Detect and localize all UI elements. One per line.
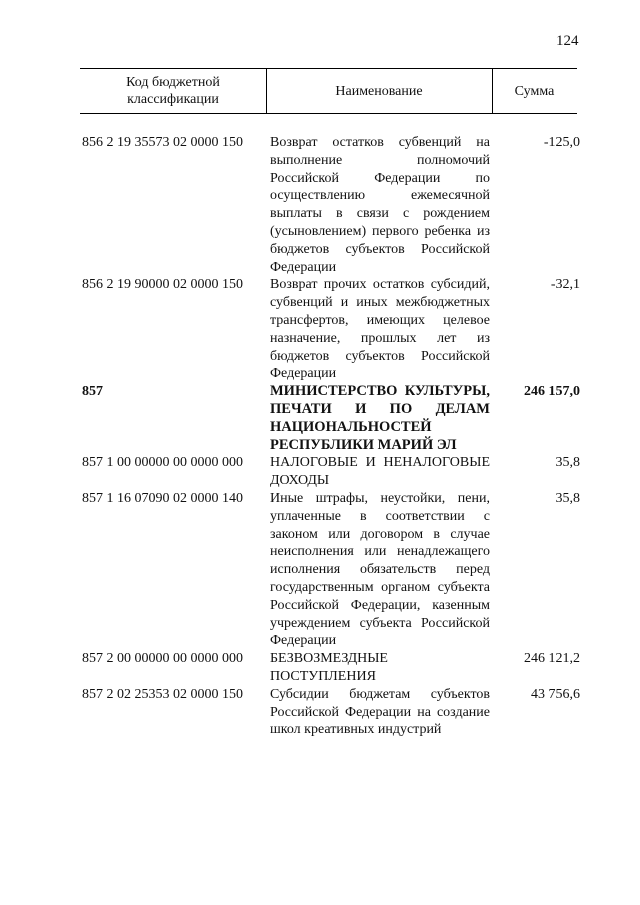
row-sum: -32,1 <box>550 277 580 293</box>
table-row <box>82 454 580 490</box>
header-name: Наименование <box>266 69 493 113</box>
table-row <box>82 383 580 454</box>
row-code: 856 2 19 35573 02 0000 150 <box>82 135 243 150</box>
row-name: Возврат прочих остатков субсидий, субвенций и иных межбюджетных трансфертов, имеющих целевое назначение, прошлых лет из бюджетов субъектов Российской Федерации <box>270 277 490 382</box>
row-code: 857 1 00 00000 00 0000 000 <box>82 455 243 471</box>
table-row <box>82 490 580 650</box>
header-code: Код бюджетной классификации <box>80 69 267 113</box>
budget-table <box>82 134 580 739</box>
row-sum: 43 756,6 <box>531 686 580 702</box>
row-name: Иные штрафы, неустойки, пени, уплаченные в соответствии с законом или договором в случае неисполнения или ненадлежащего исполнения обязательств перед государственным органом субъекта Российской Федерации, казенным учреждением субъекта Российской Федерации <box>270 490 490 649</box>
row-sum: 35,8 <box>555 455 580 471</box>
row-name: Субсидии бюджетам субъектов Российской Федерации на создание школ креативных индустрий <box>270 686 490 738</box>
row-code: 857 2 02 25353 02 0000 150 <box>82 686 243 702</box>
row-sum: -125,0 <box>543 135 580 150</box>
table-row <box>82 650 580 686</box>
row-code: 856 2 19 90000 02 0000 150 <box>82 277 243 293</box>
row-code: 857 1 16 07090 02 0000 140 <box>82 490 243 506</box>
row-sum: 246 157,0 <box>524 384 580 400</box>
row-code: 857 2 00 00000 00 0000 000 <box>82 651 243 667</box>
row-code: 857 <box>82 384 103 400</box>
row-sum: 35,8 <box>555 490 580 506</box>
table-row <box>82 134 580 276</box>
row-name: НАЛОГОВЫЕ И НЕНАЛОГОВЫЕ ДОХОДЫ <box>270 455 490 489</box>
table-row <box>82 276 580 383</box>
table-row <box>82 686 580 739</box>
row-name: МИНИСТЕРСТВО КУЛЬТУРЫ, ПЕЧАТИ И ПО ДЕЛАМ НАЦИОНАЛЬНОСТЕЙ РЕСПУБЛИКИ МАРИЙ ЭЛ <box>270 383 490 453</box>
row-sum: 246 121,2 <box>524 651 580 667</box>
page-number: 124 <box>556 33 579 49</box>
row-name: БЕЗВОЗМЕЗДНЫЕ ПОСТУПЛЕНИЯ <box>270 651 388 684</box>
row-name: Возврат остатков субвенций на выполнение полномочий Российской Федерации по осуществлению ежемесячной выплаты в связи с рождением (усыновлением) первого ребенка из бюджетов субъектов Российской Федерации <box>270 135 490 275</box>
header-sum: Сумма <box>514 83 555 99</box>
table-header <box>80 68 577 114</box>
